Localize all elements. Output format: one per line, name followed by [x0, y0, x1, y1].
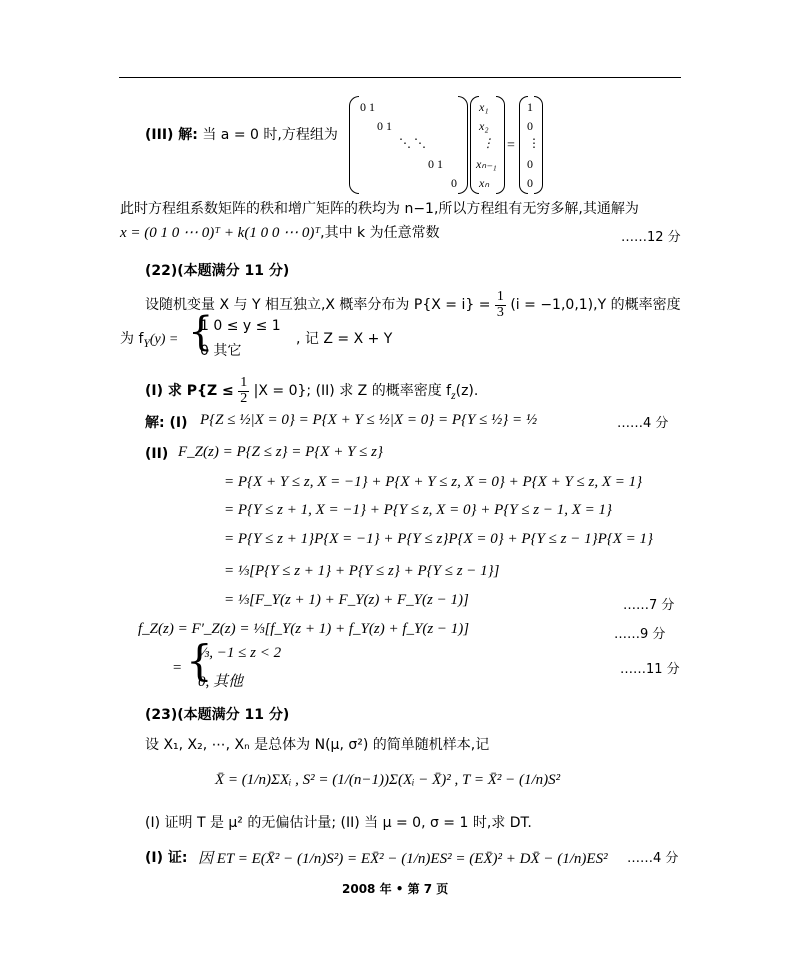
general-solution — [120, 222, 440, 242]
q22-task1c: (z). — [455, 383, 479, 400]
matrix-row-1: 0 1 — [360, 100, 375, 114]
bvec-1: 1 — [527, 100, 533, 114]
xvec-1: x₁ — [479, 100, 489, 114]
q22-sol2-label: (II) — [145, 446, 169, 462]
score-11: ……11 分 — [620, 662, 680, 677]
matrix-row-3: ⋱ ⋱ — [399, 136, 426, 150]
q22-header: (22)(本题满分 11 分) — [145, 263, 290, 279]
density-line: f_Z(z) = F′_Z(z) = ⅓[f_Y(z + 1) + f_Y(z) + f_Y(z − 1)] — [138, 621, 470, 637]
q22-tasks: (I) 求 P{Z ≤ $\frac{1}{2}$ |X = 0}; (II) 求 Z 的概率密度 $f_z(z)$. — [145, 375, 479, 406]
score-12: ……12 分 — [621, 230, 681, 245]
q22-line2-prefix: 为 f — [120, 331, 144, 347]
q22-line1 — [145, 290, 681, 320]
q23-task: (I) 证明 T 是 μ² 的无偏估计量; (II) 当 μ = 0, σ = 1 时,求 DT. — [145, 815, 532, 831]
bvec-3: ⋮ — [528, 136, 540, 150]
sol2-line-4: = P{Y ≤ z + 1}P{X = −1} + P{Y ≤ z}P{X = 0} + P{Y ≤ z − 1}P{X = 1} — [224, 531, 654, 547]
general-solution-formula: x = (0 1 0 ⋯ 0)ᵀ + k(1 0 0 ⋯ 0)ᵀ — [120, 225, 321, 241]
q22-sol1: P{Z ≤ ½|X = 0} = P{X + Y ≤ ½|X = 0} = P{Y ≤ ½} = ½ — [200, 412, 538, 428]
xvec-2: x₂ — [479, 119, 489, 133]
sol2-line-6: = ⅓[F_Y(z + 1) + F_Y(z) + F_Y(z − 1)] — [224, 592, 469, 608]
sol2-line-3: = P{Y ≤ z + 1, X = −1} + P{Y ≤ z, X = 0} + P{Y ≤ z − 1, X = 1} — [224, 502, 613, 518]
q22-line2 — [120, 328, 178, 350]
score-q23-4: ……4 分 — [627, 851, 679, 866]
piecewise-brace: { — [186, 636, 213, 685]
sol2-line-2: = P{X + Y ≤ z, X = −1} + P{X + Y ≤ z, X = 0} + P{X + Y ≤ z, X = 1} — [224, 474, 643, 490]
density-case-1: 1 0 ≤ y ≤ 1 — [200, 318, 281, 334]
sol2-line-5: = ⅓[P{Y ≤ z + 1} + P{Y ≤ z} + P{Y ≤ z − 1}] — [224, 563, 500, 579]
density-brace: { — [188, 309, 214, 355]
score-9: ……9 分 — [614, 627, 666, 642]
q23-line1: 设 X₁, X₂, ⋯, Xₙ 是总体为 N(μ, σ²) 的简单随机样本,记 — [145, 737, 490, 753]
q22-line1-tail: (i = −1,0,1),Y 的概率密度 — [510, 297, 681, 314]
sol2-line-1: F_Z(z) = P{Z ≤ z} = P{X + Y ≤ z} — [178, 444, 384, 460]
part3-intro: 当 a = 0 时,方程组为 — [202, 127, 338, 143]
xvec-left-paren — [470, 96, 479, 194]
matrix-equals: = — [507, 138, 515, 153]
density-case-2: 0 其它 — [200, 343, 242, 359]
q22-frac-denominator: 3 — [496, 304, 504, 320]
q22-task1b: |X = 0}; (II) 求 Z 的概率密度 f — [253, 383, 452, 400]
xvec-right-paren — [496, 96, 505, 194]
matrix-left-paren — [349, 96, 359, 194]
q23-header: (23)(本题满分 11 分) — [145, 707, 290, 723]
page-footer: 2008 年 • 第 7 页 — [342, 882, 449, 896]
header-rule — [119, 77, 681, 78]
xvec-4: xₙ₋₁ — [476, 157, 497, 171]
bvec-5: 0 — [527, 176, 533, 190]
score-4: ……4 分 — [617, 416, 669, 431]
q23-proof: 因 ET = E(X̄² − (1/n)S²) = EX̄² − (1/n)ES² = (EX̄)² + DX̄ − (1/n)ES² — [198, 851, 608, 867]
q22-task-frac-d: 2 — [240, 390, 248, 406]
q23-defs: X̄ = (1/n)ΣXᵢ , S² = (1/(n−1))Σ(Xᵢ − X̄)² , T = X̄² − (1/n)S² — [215, 772, 561, 788]
matrix-row-4: 0 1 — [428, 157, 443, 171]
q22-line2-tail: , 记 Z = X + Y — [296, 331, 393, 347]
rank-text: 此时方程组系数矩阵的秩和增广矩阵的秩均为 n−1,所以方程组有无穷多解,其通解为 — [120, 201, 639, 217]
part3-line — [145, 124, 338, 144]
q22-task1: (I) 求 P{Z ≤ — [145, 383, 234, 400]
q22-line2-mid: (y) = — [149, 332, 179, 347]
piece-1: ⅓, −1 ≤ z < 2 — [198, 645, 282, 661]
part3-label: (III) 解: — [145, 127, 198, 143]
q22-task-frac-n: 1 — [240, 375, 248, 390]
matrix-row-5: 0 — [451, 176, 457, 190]
piece-2: 0, 其他 — [198, 674, 244, 690]
xvec-3: ⋮ — [482, 136, 494, 150]
q23-proof-label: (I) 证: — [145, 850, 188, 866]
general-solution-k: ,其中 k 为任意常数 — [320, 225, 440, 241]
score-7: ……7 分 — [623, 598, 675, 613]
q22-task-frac — [238, 376, 249, 406]
q22-line2-sub: Y — [143, 336, 150, 350]
matrix-row-2: 0 1 — [377, 119, 392, 133]
bvec-4: 0 — [527, 157, 533, 171]
q22-sol-label: 解: (I) — [145, 415, 188, 431]
piecewise-equals: = — [172, 660, 183, 676]
matrix-right-paren — [458, 96, 468, 194]
bvec-2: 0 — [527, 119, 533, 133]
q22-frac — [495, 290, 506, 320]
xvec-5: xₙ — [479, 176, 490, 190]
q22-line1-text: 设随机变量 X 与 Y 相互独立,X 概率分布为 P{X = i} = — [145, 297, 491, 314]
q22-frac-numerator: 1 — [496, 289, 504, 304]
